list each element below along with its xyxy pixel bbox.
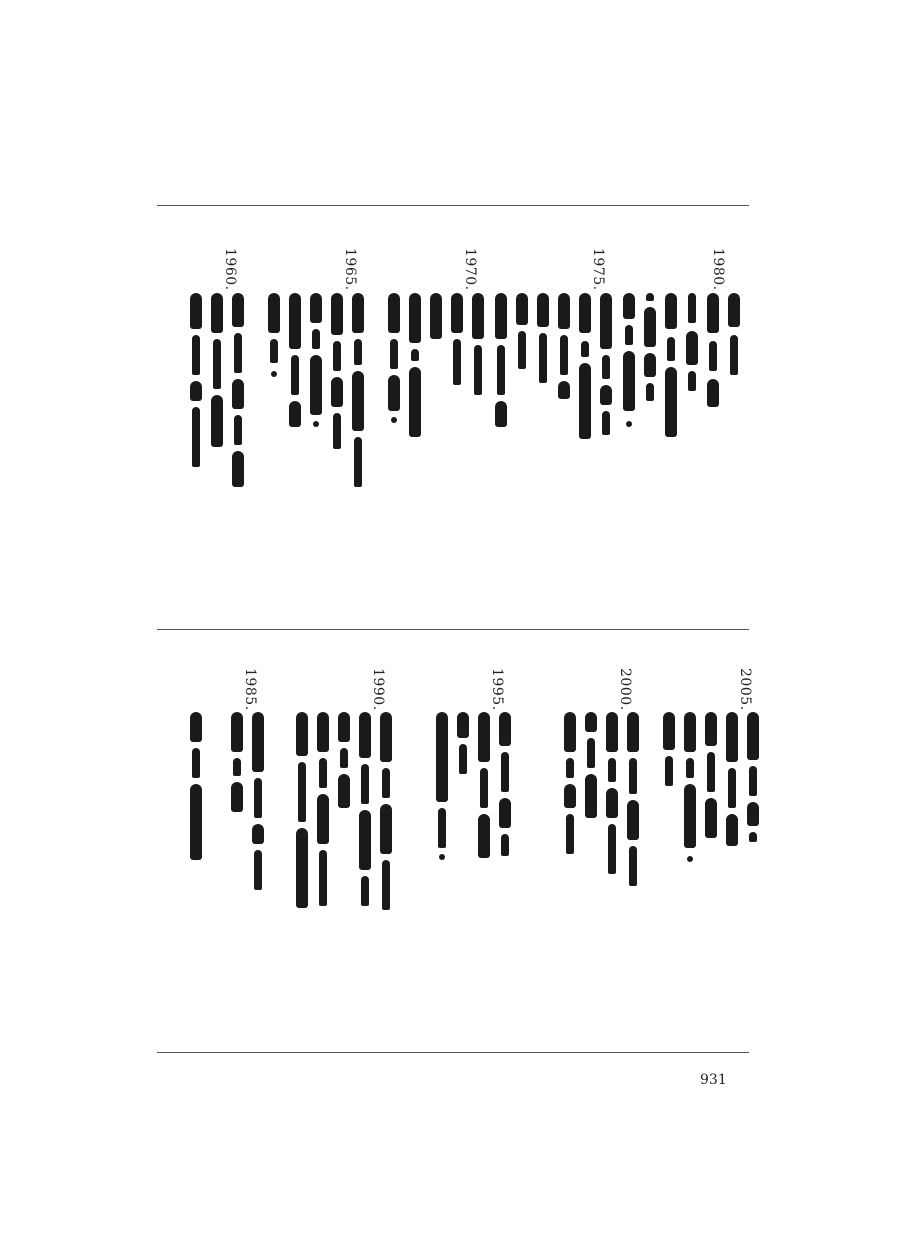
script-column bbox=[209, 293, 225, 453]
script-column bbox=[336, 712, 352, 812]
script-column bbox=[726, 293, 742, 383]
script-column bbox=[455, 712, 471, 782]
script-column bbox=[357, 712, 373, 912]
script-column bbox=[642, 293, 658, 403]
script-column bbox=[663, 293, 679, 443]
script-column bbox=[386, 293, 402, 423]
script-column bbox=[188, 293, 204, 473]
script-column bbox=[266, 293, 282, 393]
script-column bbox=[514, 293, 530, 373]
script-column bbox=[188, 712, 204, 862]
script-column bbox=[449, 293, 465, 393]
script-column bbox=[703, 712, 719, 842]
middle-rule bbox=[157, 629, 749, 630]
script-column bbox=[315, 712, 331, 912]
script-column bbox=[598, 293, 614, 443]
script-column bbox=[705, 293, 721, 423]
script-column bbox=[329, 293, 345, 453]
script-column bbox=[745, 712, 761, 842]
script-column bbox=[407, 293, 423, 443]
script-column bbox=[535, 293, 551, 403]
script-column bbox=[562, 712, 578, 862]
page-number: 931 bbox=[700, 1072, 727, 1088]
script-column bbox=[682, 712, 698, 872]
script-column bbox=[724, 712, 740, 852]
script-column bbox=[583, 712, 599, 822]
script-column bbox=[378, 712, 394, 922]
script-column bbox=[230, 293, 246, 493]
script-column bbox=[556, 293, 572, 403]
top-rule bbox=[157, 205, 749, 206]
script-column bbox=[621, 293, 637, 433]
script-column bbox=[493, 293, 509, 433]
script-column bbox=[604, 712, 620, 882]
script-column bbox=[250, 712, 266, 892]
script-column bbox=[229, 712, 245, 822]
script-column bbox=[287, 293, 303, 433]
bottom-rule bbox=[157, 1052, 749, 1053]
script-column bbox=[684, 293, 700, 393]
script-column bbox=[294, 712, 310, 912]
script-column bbox=[470, 293, 486, 403]
script-column bbox=[476, 712, 492, 862]
script-column bbox=[308, 293, 324, 433]
script-column bbox=[577, 293, 593, 443]
script-column bbox=[434, 712, 450, 862]
script-column bbox=[625, 712, 641, 892]
script-column bbox=[497, 712, 513, 862]
script-column bbox=[661, 712, 677, 792]
script-column bbox=[350, 293, 366, 493]
script-column bbox=[428, 293, 444, 343]
